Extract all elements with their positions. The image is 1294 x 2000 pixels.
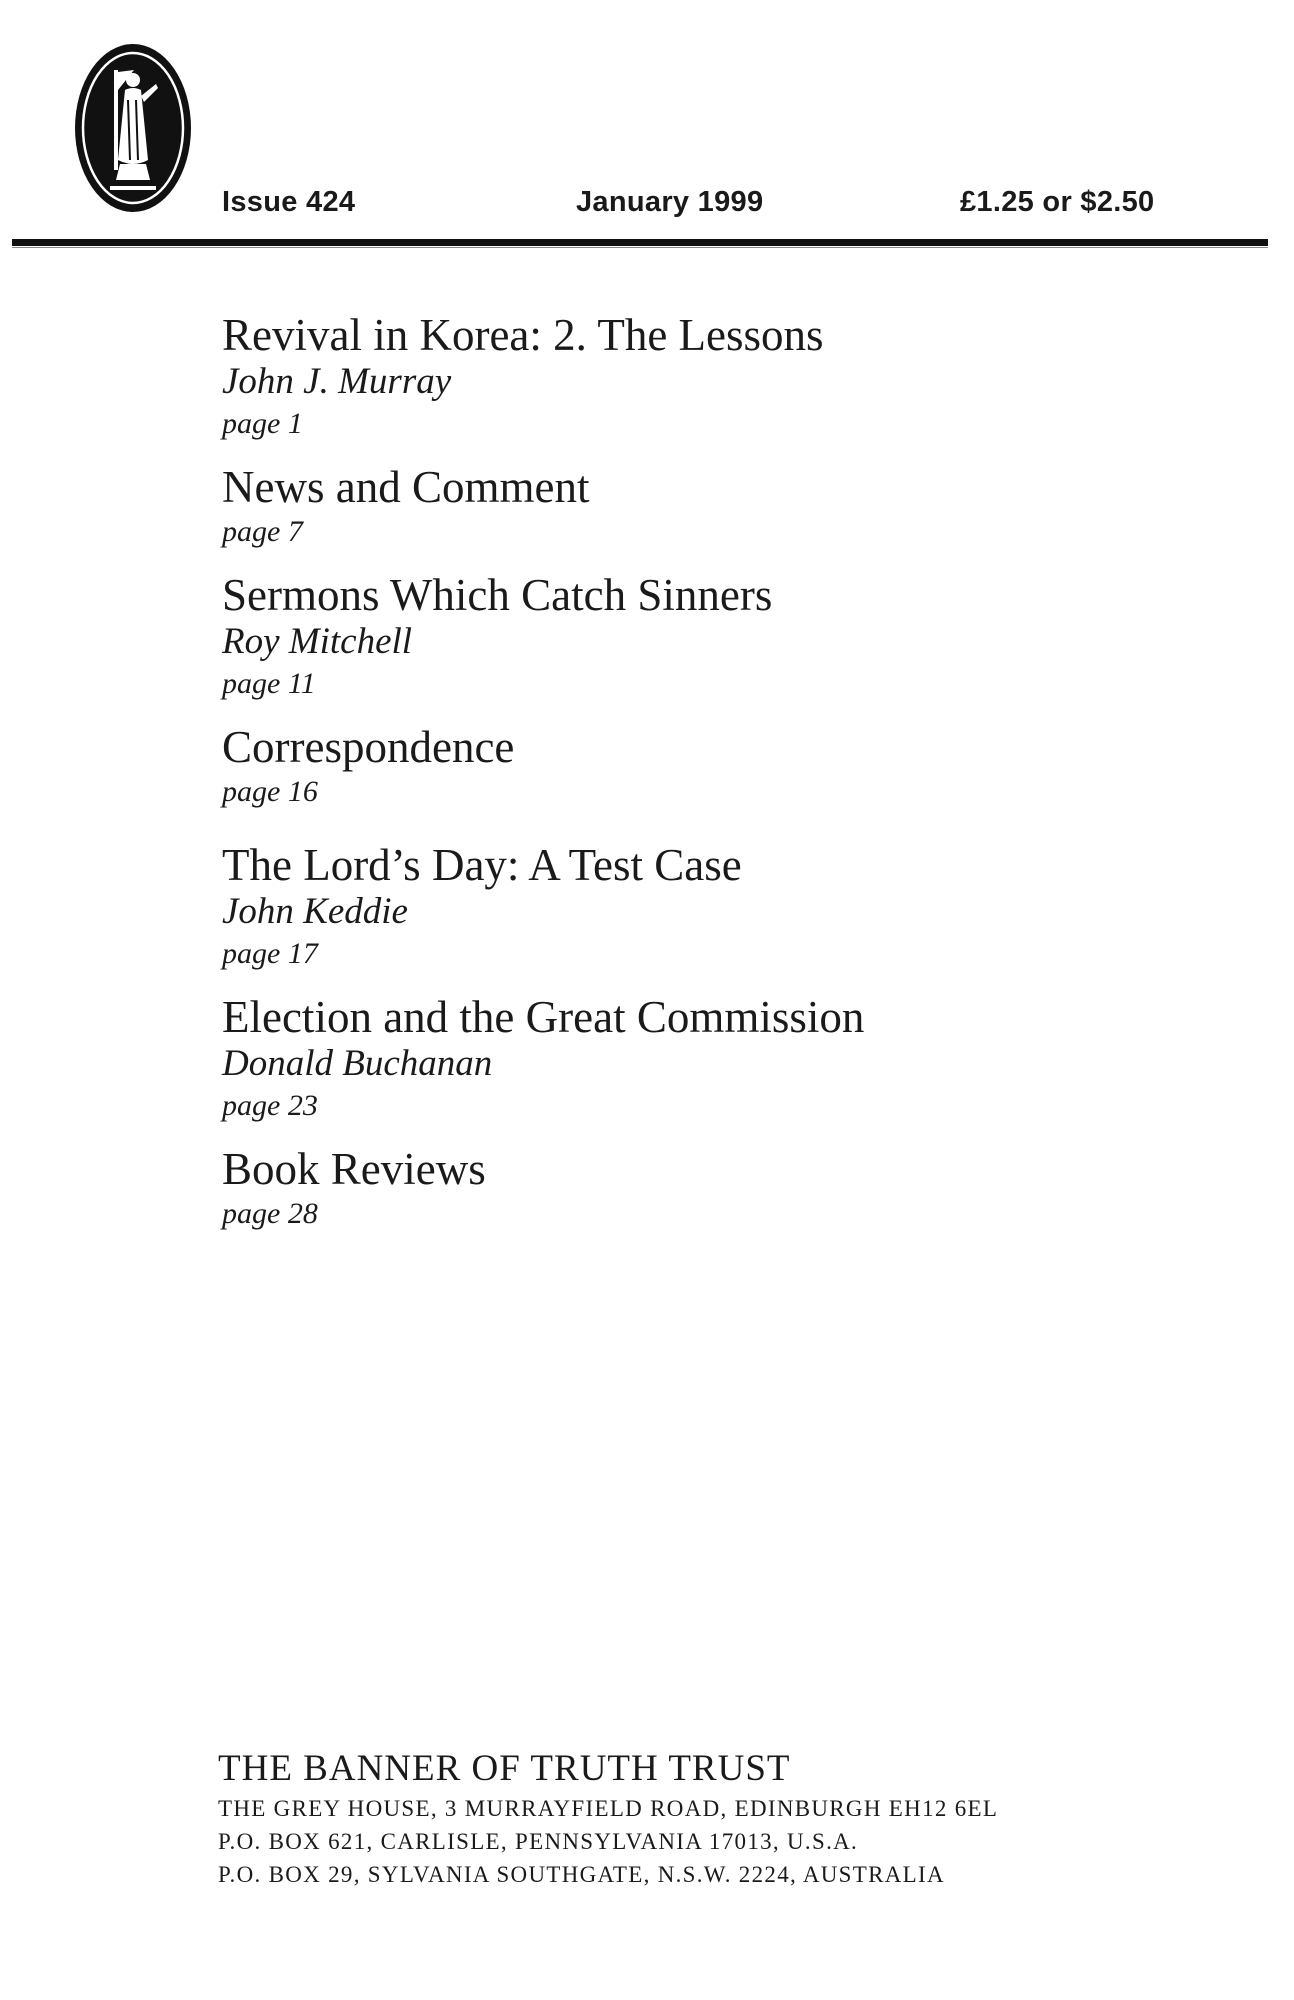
entry-title: Book Reviews xyxy=(222,1144,486,1194)
entry-title: The Lord’s Day: A Test Case xyxy=(222,840,742,890)
entry-title: Sermons Which Catch Sinners xyxy=(222,570,773,620)
entry-author: John J. Murray xyxy=(222,361,452,402)
entry-page: page 17 xyxy=(222,937,318,970)
entry-author: John Keddie xyxy=(222,891,408,932)
contents-entry[interactable] xyxy=(222,840,1222,974)
publisher-address-carlisle: P.O. BOX 621, CARLISLE, PENNSYLVANIA 17013, U.S.A. xyxy=(218,1829,859,1854)
publisher-address-edinburgh: THE GREY HOUSE, 3 MURRAYFIELD ROAD, EDINBURGH EH12 6EL xyxy=(218,1796,999,1821)
contents-entry[interactable] xyxy=(222,722,1222,812)
entry-page: page 11 xyxy=(222,667,316,700)
contents-entry[interactable] xyxy=(222,570,1222,704)
publisher-name: THE BANNER OF TRUTH TRUST xyxy=(218,1748,791,1789)
publisher-block xyxy=(218,1746,1278,1891)
entry-page: page 16 xyxy=(222,775,318,808)
issue-price: £1.25 or $2.50 xyxy=(960,186,1155,218)
issue-number: Issue 424 xyxy=(222,186,356,218)
entry-author: Donald Buchanan xyxy=(222,1043,493,1084)
publisher-address-australia: P.O. BOX 29, SYLVANIA SOUTHGATE, N.S.W. 2224, AUSTRALIA xyxy=(218,1862,945,1887)
entry-page: page 28 xyxy=(222,1197,318,1230)
entry-page: page 23 xyxy=(222,1089,318,1122)
entry-page: page 1 xyxy=(222,407,303,440)
contents-entry[interactable] xyxy=(222,462,1222,552)
entry-author: Roy Mitchell xyxy=(222,621,413,662)
contents-entry[interactable] xyxy=(222,310,1222,444)
header-rule xyxy=(12,239,1268,246)
entry-title: Election and the Great Commission xyxy=(222,992,865,1042)
entry-title: Correspondence xyxy=(222,722,515,772)
contents-entry[interactable] xyxy=(222,992,1222,1126)
header-rule-shadow xyxy=(12,247,1268,248)
issue-date: January 1999 xyxy=(576,186,764,218)
table-of-contents xyxy=(222,310,1222,1252)
banner-of-truth-emblem-icon xyxy=(70,40,196,216)
entry-title: Revival in Korea: 2. The Lessons xyxy=(222,310,824,360)
entry-page: page 7 xyxy=(222,515,303,548)
entry-title: News and Comment xyxy=(222,462,590,512)
contents-entry[interactable] xyxy=(222,1144,1222,1234)
